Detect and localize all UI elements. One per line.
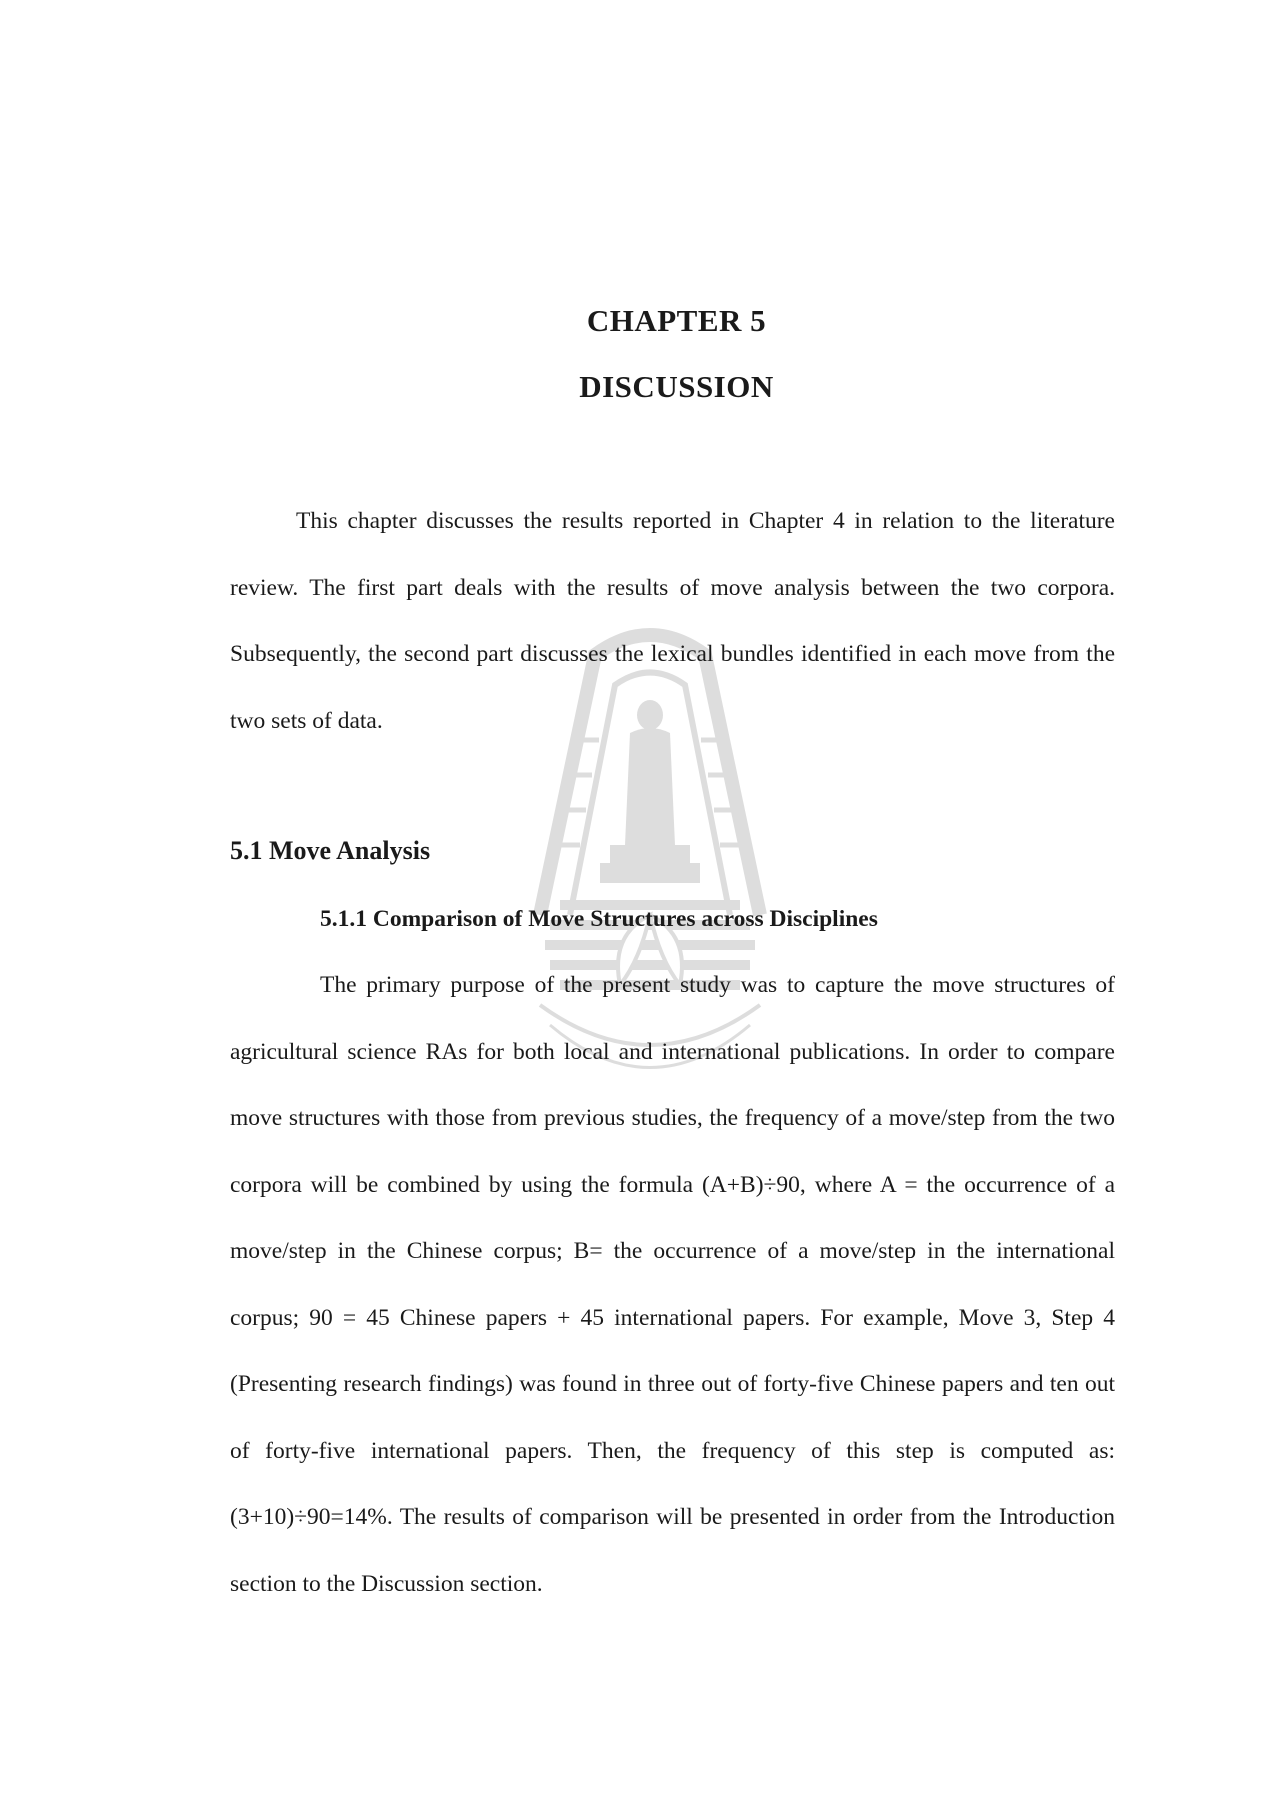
section-heading-move-analysis: 5.1 Move Analysis xyxy=(230,836,431,865)
chapter-number: CHAPTER 5 xyxy=(586,303,767,338)
intro-paragraph: This chapter discusses the results reported in Chapter 4 in relation to the literature review. The first part deals with the results of move analysis between the two corpora. Subsequently, the second part discusses the lexical bundles identified in each move from the two sets of data. xyxy=(230,508,1115,734)
chapter-title: DISCUSSION xyxy=(579,369,774,404)
subsection-heading-comparison: 5.1.1 Comparison of Move Structures across Disciplines xyxy=(320,906,878,932)
purpose-paragraph: The primary purpose of the present study was to capture the move structures of agricultural science RAs for both local and international publications. In order to compare move structures with those from previous studies, the frequency of a move/step from the two corpora will be combined by using the formula (A+B)÷90, where A = the occurrence of a move/step in the Chinese corpus; B= the occurrence of a move/step in the international corpus; 90 = 45 Chinese papers + 45 international papers. For example, Move 3, Step 4 (Presenting research findings) was found in three out of forty-five Chinese papers and ten out of forty-five international papers. Then, the frequency of this step is computed as: (3+10)÷90=14%. The results of comparison will be presented in order from the Introduction section to the Discussion section. xyxy=(230,972,1115,1597)
